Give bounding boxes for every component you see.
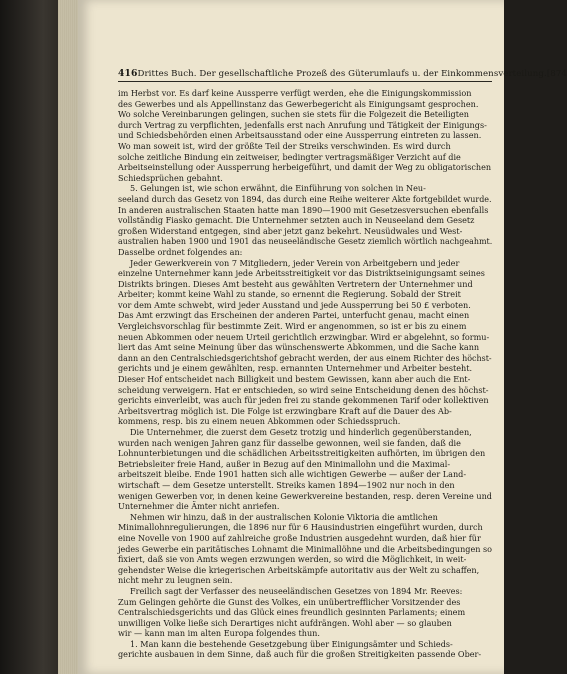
paragraph bbox=[118, 639, 492, 660]
text-line: neuen Abkommen oder neuem Urteil gerichtlich erzwingbar. Wird er abgelehnt, so formu- bbox=[118, 331, 490, 342]
paragraph bbox=[118, 586, 492, 639]
paragraph bbox=[118, 88, 492, 183]
text-line: unwilligen Volke ließe sich Derartiges nicht aufdrängen. Wohl aber — so glauben bbox=[118, 617, 452, 628]
text-line: Vergleichsvorschlag für bestimmte Zeit. Wird er angenommen, so ist er bis zu einem bbox=[118, 321, 467, 332]
text-line: großen Widerstand entgegen, sind aber jetzt ganz bekehrt. Neusüdwales und West- bbox=[118, 225, 463, 236]
text-line: dann an den Centralschiedsgerichtshof gebracht werden, der aus einem Richter des höchst- bbox=[118, 352, 492, 363]
text-line: jedes Gewerbe ein paritätisches Lohnamt die Minimallöhne und die Arbeitsbedingungen so bbox=[118, 543, 492, 554]
text-line: Dasselbe ordnet folgendes an: bbox=[118, 246, 243, 257]
text-line: Nehmen wir hinzu, daß in der australischen Kolonie Viktoria die amtlichen bbox=[130, 511, 438, 522]
text-line: einzelne Unternehmer kann jede Arbeitsstreitigkeit vor das Distriktseinigungsamt seines bbox=[118, 268, 485, 279]
text-line: Die Unternehmer, die zuerst dem Gesetz trotzig und hinderlich gegenüberstanden, bbox=[130, 427, 472, 437]
text-line: wir — kann man im alten Europa folgendes thun. bbox=[118, 628, 320, 639]
text-line: Distrikts bringen. Dieses Amt besteht aus gewählten Vertretern der Unternehmer und bbox=[118, 278, 473, 289]
running-header bbox=[118, 68, 567, 82]
text-line: arbeitszeit bleibe. Ende 1901 hatten sich alle wichtigen Gewerbe — außer der Land- bbox=[118, 469, 467, 480]
text-line: Dieser Hof entscheidet nach Billigkeit und bestem Gewissen, kann aber auch die Ent- bbox=[118, 374, 471, 385]
text-line: Freilich sagt der Verfasser des neuseeländischen Gesetzes von 1894 Mr. Reeves: bbox=[130, 585, 463, 596]
text-line: wirtschaft — dem Gesetze unterstellt. Streiks kamen 1894—1902 nur noch in den bbox=[118, 479, 455, 490]
paragraph bbox=[118, 427, 492, 512]
text-line: wurden nach wenigen Jahren ganz für dasselbe gewonnen, weil sie fanden, daß die bbox=[118, 437, 461, 448]
text-line: solche zeitliche Bindung ein zeitweiser, bedingter vertragsmäßiger Verzicht auf die bbox=[118, 151, 461, 162]
text-line: Minimallohnregulierungen, die 1896 nur für 6 Hausindustrien eingeführt wurden, durch bbox=[118, 522, 483, 533]
text-line: gerichts und je einem gewählten, resp. ernannten Unternehmer und Arbeiter besteht. bbox=[118, 363, 473, 374]
text-line: nicht mehr zu leugnen sein. bbox=[118, 575, 233, 586]
paragraph bbox=[118, 183, 492, 257]
text-line: vor dem Amte schwebt, wird jeder Ausstand und jede Aussperrung bei 50 £ verboten. bbox=[118, 299, 471, 310]
text-line: durch Vertrag zu verpflichten, jedenfalls erst nach Anrufung und Tätigkeit der Einigungs- bbox=[118, 119, 487, 130]
text-line: Das Amt erzwingt das Erscheinen der anderen Partei, unterfucht genau, macht einen bbox=[118, 310, 470, 321]
text-line: Wo solche Vereinbarungen gelingen, suchen sie stets für die Folgezeit die Beteiligten bbox=[118, 109, 469, 120]
text-line: kommens, resp. bis zu einem neuen Abkommen oder Schiedsspruch. bbox=[118, 416, 401, 427]
text-line: im Herbst vor. Es darf keine Aussperre verfügt werden, ehe die Einigungskommission bbox=[118, 88, 472, 98]
paragraph bbox=[118, 258, 492, 428]
paragraph bbox=[118, 512, 492, 586]
text-line: 5. Gelungen ist, wie schon erwähnt, die Einführung von solchen in Neu- bbox=[130, 183, 426, 194]
text-line: Wo man soweit ist, wird der größte Teil der Streiks verschwinden. Es wird durch bbox=[118, 140, 451, 151]
text-line: und Schiedsbehörden einen Arbeitsausstand oder eine Aussperrung eintreten zu lassen. bbox=[118, 130, 482, 141]
text-line: des Gewerbes und als Appellinstanz das Gewerbegericht als Einigungsamt gesprochen. bbox=[118, 98, 479, 109]
body-text bbox=[118, 88, 492, 660]
text-line: Schiedsprüchen gebahnt. bbox=[118, 172, 223, 183]
text-line: eine Novelle von 1900 auf zahlreiche große Industrien ausgedehnt wurden, daß hier für bbox=[118, 532, 481, 543]
text-line: Zum Gelingen gehörte die Gunst des Volkes, ein unübertrefflicher Vorsitzender des bbox=[118, 596, 461, 607]
text-line: seeland durch das Gesetz von 1894, das durch eine Reihe weiterer Akte fortgebildet wurde. bbox=[118, 193, 492, 204]
text-line: Lohnunterbietungen und die schädlichen Arbeitsstreitigkeiten aufhörten, im übrigen den bbox=[118, 448, 486, 459]
text-line: vollständig Fiasko gemacht. Die Unternehmer setzten auch in Neuseeland dem Gesetz bbox=[118, 215, 475, 226]
text-line: gehendster Weise die kriegerischen Arbeitskämpfe autoritativ aus der Welt zu schaffen, bbox=[118, 564, 480, 575]
text-line: liert das Amt seine Meinung über das wünschenswerte Abkommen, und die Sache kann bbox=[118, 342, 480, 353]
text-line: wenigen Gewerben vor, in denen keine Gewerkvereine bestanden, resp. deren Vereine und bbox=[118, 490, 492, 501]
header-rule bbox=[118, 81, 492, 82]
text-line: fixiert, daß sie von Amts wegen erzwungen werden, so wird die Möglichkeit, in weit- bbox=[118, 554, 467, 565]
text-line: Betriebsleiter freie Hand, außer in Bezug auf den Minimallohn und die Maximal- bbox=[118, 458, 451, 469]
text-line: Unternehmer die Ämter nicht anriefen. bbox=[118, 501, 280, 512]
text-line: gerichte ausbauen in dem Sinne, daß auch für die großen Streitigkeiten passende Ober- bbox=[118, 649, 482, 660]
section-mark: [874 bbox=[546, 69, 567, 79]
text-line: In anderen australischen Staaten hatte man 1890—1900 mit Gesetzesversuchen ebenfalls bbox=[118, 204, 489, 215]
text-line: scheidung verweigern. Hat er entschieden, so wird seine Entscheidung denen des höchst- bbox=[118, 384, 489, 395]
running-title: Drittes Buch. Der gesellschaftliche Prozeß des Güterumlaufs u. der Einkommensverteilung. bbox=[137, 69, 547, 79]
book-page bbox=[78, 0, 567, 674]
text-line: Arbeiter; kommt keine Wahl zu stande, so ernennt die Regierung. Sobald der Streit bbox=[118, 289, 461, 300]
text-line: 1. Man kann die bestehende Gesetzgebung über Einigungsämter und Schieds- bbox=[130, 638, 453, 649]
page-number: 416 bbox=[118, 68, 138, 79]
text-line: australien haben 1900 und 1901 das neuseeländische Gesetz ziemlich wörtlich nachgeahmt. bbox=[118, 236, 493, 247]
text-line: Arbeitsvertrag möglich ist. Die Folge ist erzwingbare Kraft auf die Dauer des Ab- bbox=[118, 405, 452, 416]
text-line: Arbeitseinstellung oder Aussperrung herbeigeführt, und damit der Weg zu obligatorischen bbox=[118, 162, 492, 173]
text-line: Jeder Gewerkverein von 7 Mitgliedern, jeder Verein von Arbeitgebern und jeder bbox=[130, 257, 460, 268]
text-line: Centralschiedsgerichts und das Glück eines freundlich gesinnten Parlaments; einem bbox=[118, 607, 466, 618]
text-line: gerichts einverleibt, was auch für jeden frei zu stande gekommenen Tarif oder kollektiven bbox=[118, 395, 489, 406]
